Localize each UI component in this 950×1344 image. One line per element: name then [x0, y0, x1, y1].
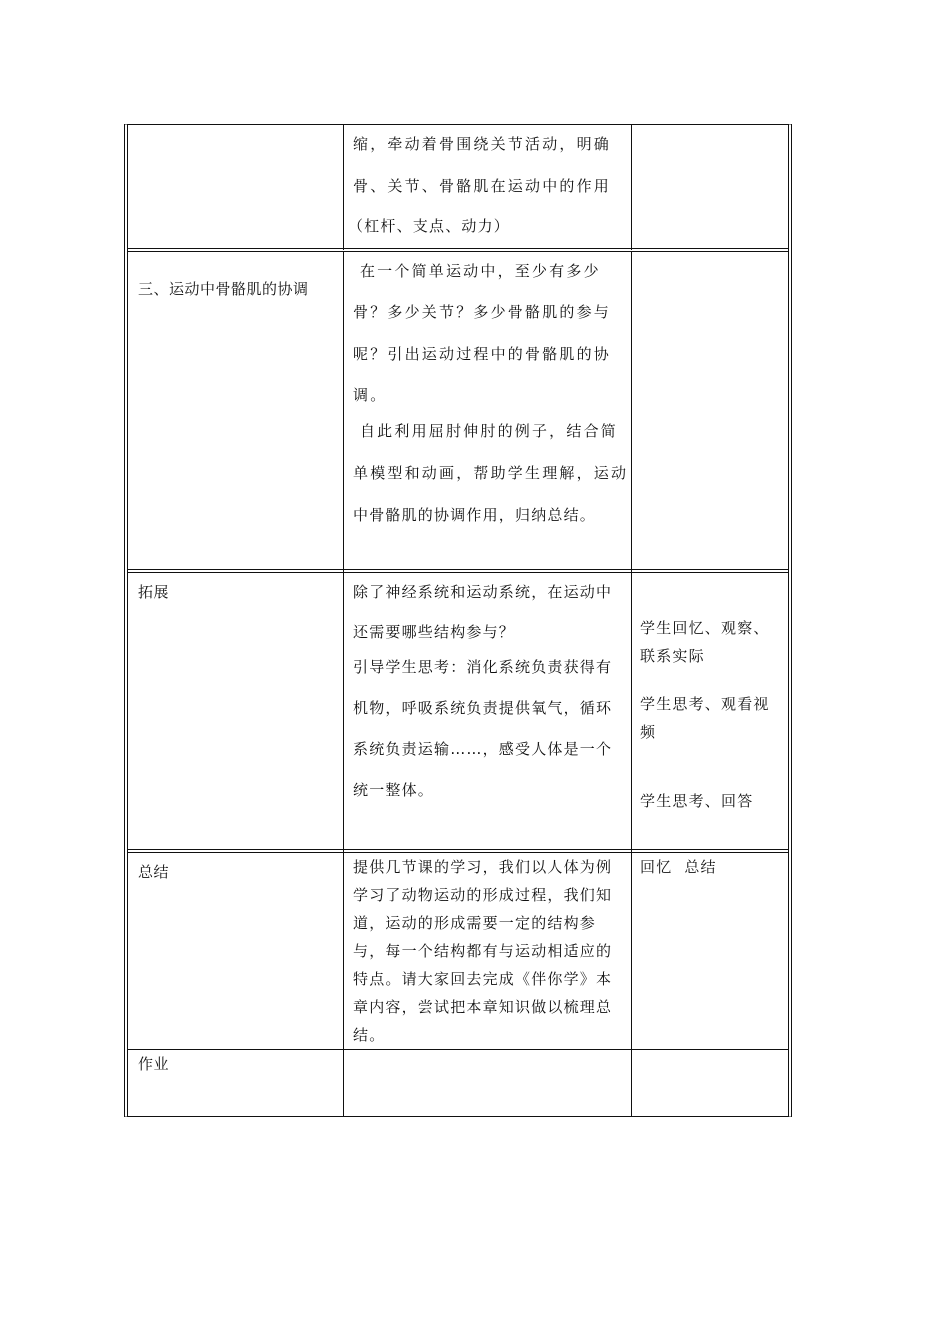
- cell-line: 在一个简单运动中，至少有多少: [353, 262, 601, 280]
- row-topic-cell: [128, 252, 343, 573]
- cell-line: 学生思考、观看视: [640, 695, 770, 713]
- student-activity-cell: [631, 853, 788, 1049]
- table-row: [128, 569, 788, 853]
- cell-line: 骨？多少关节？多少骨骼肌的参与: [353, 303, 612, 321]
- cell-line: 章内容，尝试把本章知识做以梳理总: [353, 998, 613, 1016]
- cell-line: 结。: [353, 1026, 386, 1044]
- cell-line: 缩，牵动着骨围绕关节活动，明确: [353, 135, 612, 153]
- student-activity-cell: [631, 125, 788, 250]
- section-title: 作业: [138, 1055, 170, 1073]
- cell-line: 中骨骼肌的协调作用，归纳总结。: [353, 506, 597, 524]
- cell-line: 还需要哪些结构参与？: [353, 623, 516, 641]
- section-title: 三、运动中骨骼肌的协调: [138, 280, 309, 298]
- cell-line: 机物，呼吸系统负责提供氧气，循环: [353, 699, 613, 717]
- teacher-activity-cell: [343, 125, 631, 250]
- cell-line: 自此利用屈肘伸肘的例子，结合简: [353, 422, 618, 440]
- lesson-plan-table: [124, 124, 792, 1117]
- section-title: 总结: [138, 863, 170, 881]
- row-topic-cell: [128, 1050, 343, 1117]
- table-row: [128, 849, 788, 1049]
- teacher-activity-cell: [343, 853, 631, 1049]
- table-row: [128, 1049, 788, 1117]
- cell-line: 学习了动物运动的形成过程，我们知: [353, 886, 613, 904]
- section-title: 拓展: [138, 583, 170, 601]
- cell-line: 道，运动的形成需要一定的结构参: [353, 914, 597, 932]
- cell-line: 回忆 总结: [640, 858, 717, 876]
- cell-line: 学生回忆、观察、: [640, 619, 770, 637]
- teacher-activity-cell: [343, 252, 631, 573]
- teacher-activity-cell: [343, 1050, 631, 1117]
- table-row: [128, 125, 788, 250]
- student-activity-cell: [631, 573, 788, 853]
- cell-line: 联系实际: [640, 647, 705, 665]
- cell-line: 调。: [353, 386, 388, 404]
- cell-line: 单模型和动画，帮助学生理解，运动: [353, 464, 629, 482]
- student-activity-cell: [631, 252, 788, 573]
- cell-line: 统一整体。: [353, 781, 435, 799]
- row-topic-cell: [128, 125, 343, 250]
- cell-line: 骨、关节、骨骼肌在运动中的作用: [353, 177, 612, 195]
- cell-line: 引导学生思考：消化系统负责获得有: [353, 658, 613, 676]
- cell-line: 学生思考、回答: [640, 792, 754, 810]
- teacher-activity-cell: [343, 573, 631, 853]
- cell-line: 频: [640, 723, 657, 741]
- cell-line: 除了神经系统和运动系统，在运动中: [353, 583, 613, 601]
- cell-line: （杠杆、支点、动力）: [348, 217, 511, 235]
- table-row: [128, 248, 788, 573]
- cell-line: 特点。请大家回去完成《伴你学》本: [353, 970, 613, 988]
- cell-line: 与，每一个结构都有与运动相适应的: [353, 942, 613, 960]
- cell-line: 系统负责运输……，感受人体是一个: [353, 740, 613, 758]
- row-topic-cell: [128, 853, 343, 1049]
- cell-line: 呢？引出运动过程中的骨骼肌的协: [353, 345, 612, 363]
- cell-line: 提供几节课的学习，我们以人体为例: [353, 858, 613, 876]
- student-activity-cell: [631, 1050, 788, 1117]
- row-topic-cell: [128, 573, 343, 853]
